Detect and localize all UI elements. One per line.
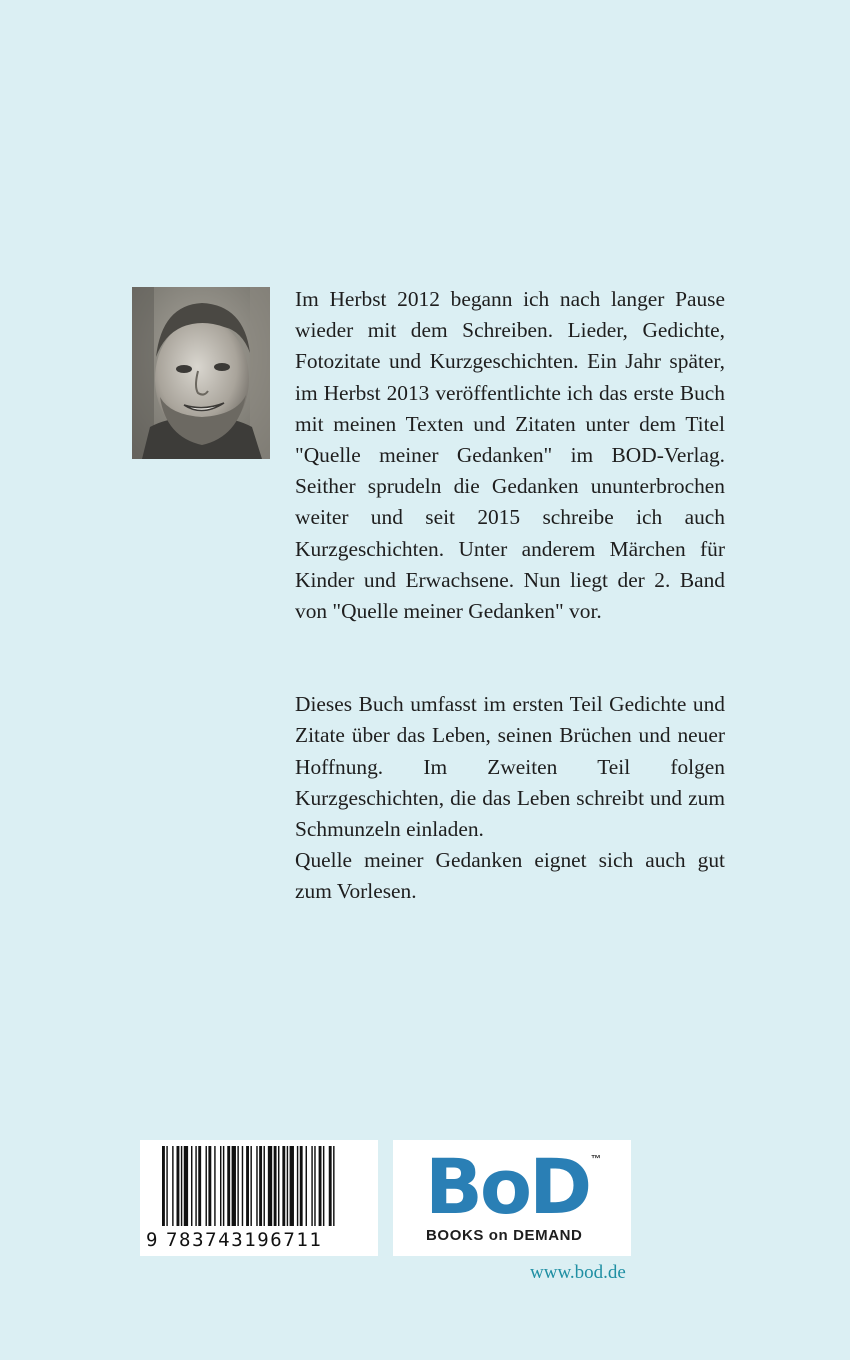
barcode-digits: 783743196711 [166,1229,323,1251]
author-bio [295,284,725,908]
trademark-symbol: ™ [591,1154,601,1165]
isbn-barcode [140,1140,378,1256]
author-portrait-image [132,287,270,459]
publisher-logo [393,1140,631,1256]
book-description: Dieses Buch umfasst im ersten Teil Gedichte und Zitate über das Leben, seinen Brüchen und neuer Hoffnung. Im Zweiten Teil folgen Kurzgeschichten, die das Leben schreibt und zum Schmunzeln einladen. [295,692,725,842]
publisher-tagline: BOOKS on DEMAND [426,1227,583,1244]
author-photo [132,287,270,459]
book-description-closing: Quelle meiner Gedanken eignet sich auch gut zum Vorlesen. [295,848,725,904]
barcode-bars [140,1140,378,1230]
bod-logo-mark: BoD [425,1142,590,1231]
bio-paragraph: Im Herbst 2012 begann ich nach langer Pause wieder mit dem Schreiben. Lieder, Gedichte, Fotozitate und Kurzgeschichten. Ein Jahr später, im Herbst 2013 veröffentlichte ich das erste Buch mit meinen Texten und Zitaten unter dem Titel "Quelle meiner Gedanken" im BOD-Verlag. Seither sprudeln die Gedanken ununterbrochen weiter und seit 2015 schreibe ich auch Kurzgeschichten. Unter anderem Märchen für Kinder und Erwachsene. Nun liegt der 2. Band von "Quelle meiner Gedanken" vor. [295,287,725,624]
barcode-lead-digit: 9 [146,1229,158,1251]
publisher-website-link[interactable]: www.bod.de [530,1262,626,1283]
